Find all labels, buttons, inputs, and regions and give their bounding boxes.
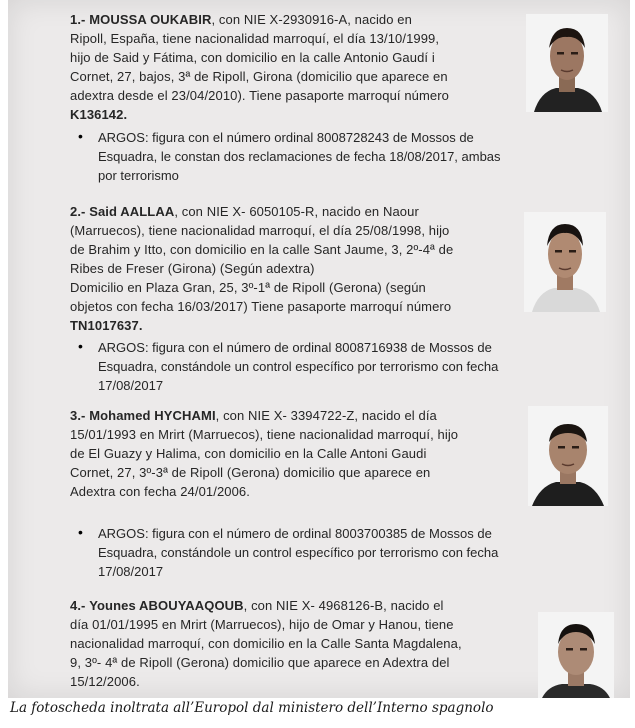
argos-note-3 xyxy=(78,524,598,581)
argos-line: Esquadra, constándole un control específico por terrorismo con fecha xyxy=(98,545,499,560)
record-line: Ripoll, España, tiene nacionalidad marroquí, el día 13/10/1999, xyxy=(70,31,440,46)
argos-line: 17/08/2017 xyxy=(98,564,164,579)
record-line: 15/01/1993 en Mrirt (Marruecos), tiene nacionalidad marroquí, hijo xyxy=(70,427,459,442)
argos-line: 17/08/2017 xyxy=(98,378,164,393)
argos-line: Esquadra, constándole un control específico por terrorismo con fecha xyxy=(98,359,499,374)
record-name: Said AALLAA xyxy=(89,204,175,219)
portrait-photo-1 xyxy=(526,14,608,112)
record-4 xyxy=(70,596,540,691)
record-name: MOUSSA OUKABIR xyxy=(89,12,212,27)
record-line: Domicilio en Plaza Gran, 25, 3º-1ª de Ripoll (Gerona) (según xyxy=(70,280,426,295)
record-line: 9, 3º- 4ª de Ripoll (Gerona) domicilio que aparece en Adextra del xyxy=(70,655,450,670)
argos-line: ARGOS: figura con el número de ordinal 8003700385 de Mossos de xyxy=(98,526,492,541)
record-line: , con NIE X-2930916-A, nacido en xyxy=(211,12,412,27)
record-number: 3.- xyxy=(70,408,86,423)
record-line: Cornet, 27, 3º-3ª de Ripoll (Gerona) domicilio que aparece en xyxy=(70,465,431,480)
record-line: objetos con fecha 16/03/2017) Tiene pasaporte marroquí número xyxy=(70,299,452,314)
passport-number: K136142. xyxy=(70,107,128,122)
record-2 xyxy=(70,202,540,335)
argos-line: Esquadra, le constan dos reclamaciones de fecha 18/08/2017, ambas xyxy=(98,149,501,164)
portrait-photo-3 xyxy=(528,406,608,506)
record-number: 2.- xyxy=(70,204,86,219)
argos-note-1 xyxy=(78,128,598,185)
record-line: , con NIE X- 4968126-B, nacido el xyxy=(243,598,444,613)
record-line: (Marruecos), tiene nacionalidad marroquí, el día 25/08/1998, hijo xyxy=(70,223,450,238)
argos-note-2 xyxy=(78,338,598,395)
passport-number: TN1017637. xyxy=(70,318,143,333)
argos-line: por terrorismo xyxy=(98,168,179,183)
record-line: adextra desde el 23/04/2010). Tiene pasaporte marroquí número xyxy=(70,88,450,103)
portrait-photo-2 xyxy=(524,212,606,312)
record-line: día 01/01/1995 en Mrirt (Marruecos), hijo de Omar y Hanou, tiene xyxy=(70,617,454,632)
record-name: Younes ABOUYAAQOUB xyxy=(89,598,244,613)
argos-line: ARGOS: figura con el número de ordinal 8008716938 de Mossos de xyxy=(98,340,492,355)
document-photo xyxy=(8,0,630,698)
bullet-icon: • xyxy=(78,338,83,354)
record-line: Ribes de Freser (Girona) (Según adextra) xyxy=(70,261,315,276)
argos-line: ARGOS: figura con el número ordinal 8008728243 de Mossos de xyxy=(98,130,474,145)
record-line: Cornet, 27, bajos, 3ª de Ripoll, Girona (domicilio que aparece en xyxy=(70,69,448,84)
record-line: 15/12/2006. xyxy=(70,674,140,689)
record-line: de El Guazy y Halima, con domicilio en la Calle Antoni Gaudi xyxy=(70,446,427,461)
bullet-icon: • xyxy=(78,128,83,144)
record-3 xyxy=(70,406,540,501)
record-line: nacionalidad marroquí, con domicilio en la Calle Santa Magdalena, xyxy=(70,636,462,651)
record-line: hijo de Said y Fátima, con domicilio en la calle Antonio Gaudí i xyxy=(70,50,435,65)
record-line: de Brahim y Itto, con domicilio en la calle Sant Jaume, 3, 2º-4ª de xyxy=(70,242,454,257)
record-name: Mohamed HYCHAMI xyxy=(89,408,216,423)
record-line: , con NIE X- 6050105-R, nacido en Naour xyxy=(174,204,419,219)
photo-caption: La fotoscheda inoltrata all’Europol dal ministero dell’Interno spagnolo xyxy=(10,700,494,716)
portrait-photo-4 xyxy=(538,612,614,698)
record-1 xyxy=(70,10,540,124)
record-line: , con NIE X- 3394722-Z, nacido el día xyxy=(215,408,437,423)
bullet-icon: • xyxy=(78,524,83,540)
record-line: Adextra con fecha 24/01/2006. xyxy=(70,484,250,499)
record-number: 4.- xyxy=(70,598,86,613)
record-number: 1.- xyxy=(70,12,86,27)
